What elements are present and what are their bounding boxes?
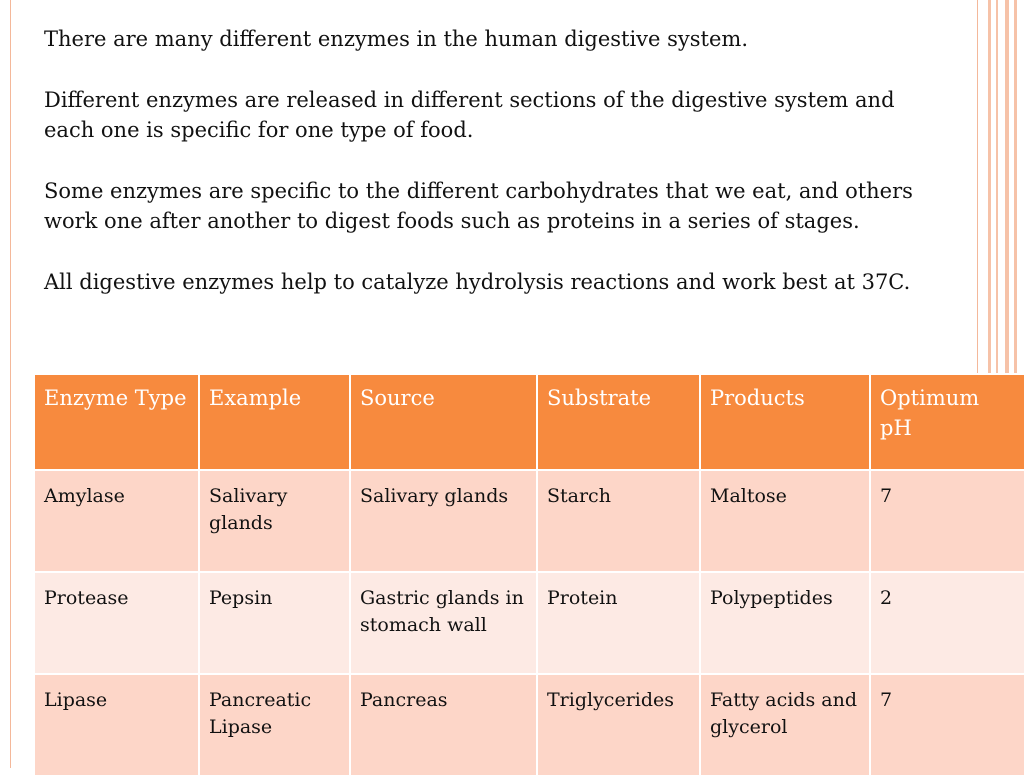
table-cell: Amylase — [34, 470, 199, 572]
header-cell: Enzyme Type — [34, 374, 199, 470]
intro-text — [44, 24, 924, 297]
table-cell: Pepsin — [199, 572, 350, 674]
table-row — [34, 674, 1024, 776]
table-row — [34, 572, 1024, 674]
table-cell: 2 — [870, 572, 1024, 674]
table-cell: Fatty acids and glycerol — [700, 674, 870, 776]
table-cell: Gastric glands in stomach wall — [350, 572, 537, 674]
paragraph: All digestive enzymes help to catalyze hydrolysis reactions and work best at 37C. — [44, 270, 911, 294]
paragraph: Some enzymes are specific to the different carbohydrates that we eat, and others work one after another to digest foods such as proteins in a series of stages. — [44, 179, 913, 233]
header-cell: Products — [700, 374, 870, 470]
table-cell: Pancreas — [350, 674, 537, 776]
enzyme-table — [33, 373, 1024, 777]
table-cell: Salivary glands — [350, 470, 537, 572]
header-cell: Example — [199, 374, 350, 470]
header-cell: Source — [350, 374, 537, 470]
table-cell: Maltose — [700, 470, 870, 572]
header-cell: Optimum pH — [870, 374, 1024, 470]
table-cell: Protein — [537, 572, 700, 674]
table-header-row — [34, 374, 1024, 470]
table-cell: Protease — [34, 572, 199, 674]
table-cell: 7 — [870, 470, 1024, 572]
header-cell: Substrate — [537, 374, 700, 470]
table-cell: Salivary glands — [199, 470, 350, 572]
frame-left-line — [10, 0, 11, 768]
table-cell: Pancreatic Lipase — [199, 674, 350, 776]
table-cell: 7 — [870, 674, 1024, 776]
table-cell: Lipase — [34, 674, 199, 776]
table-row — [34, 470, 1024, 572]
paragraph: There are many different enzymes in the human digestive system. — [44, 27, 749, 51]
table-cell: Polypeptides — [700, 572, 870, 674]
table-cell: Starch — [537, 470, 700, 572]
paragraph: Different enzymes are released in different sections of the digestive system and each one is specific for one type of food. — [44, 88, 895, 142]
table-cell: Triglycerides — [537, 674, 700, 776]
